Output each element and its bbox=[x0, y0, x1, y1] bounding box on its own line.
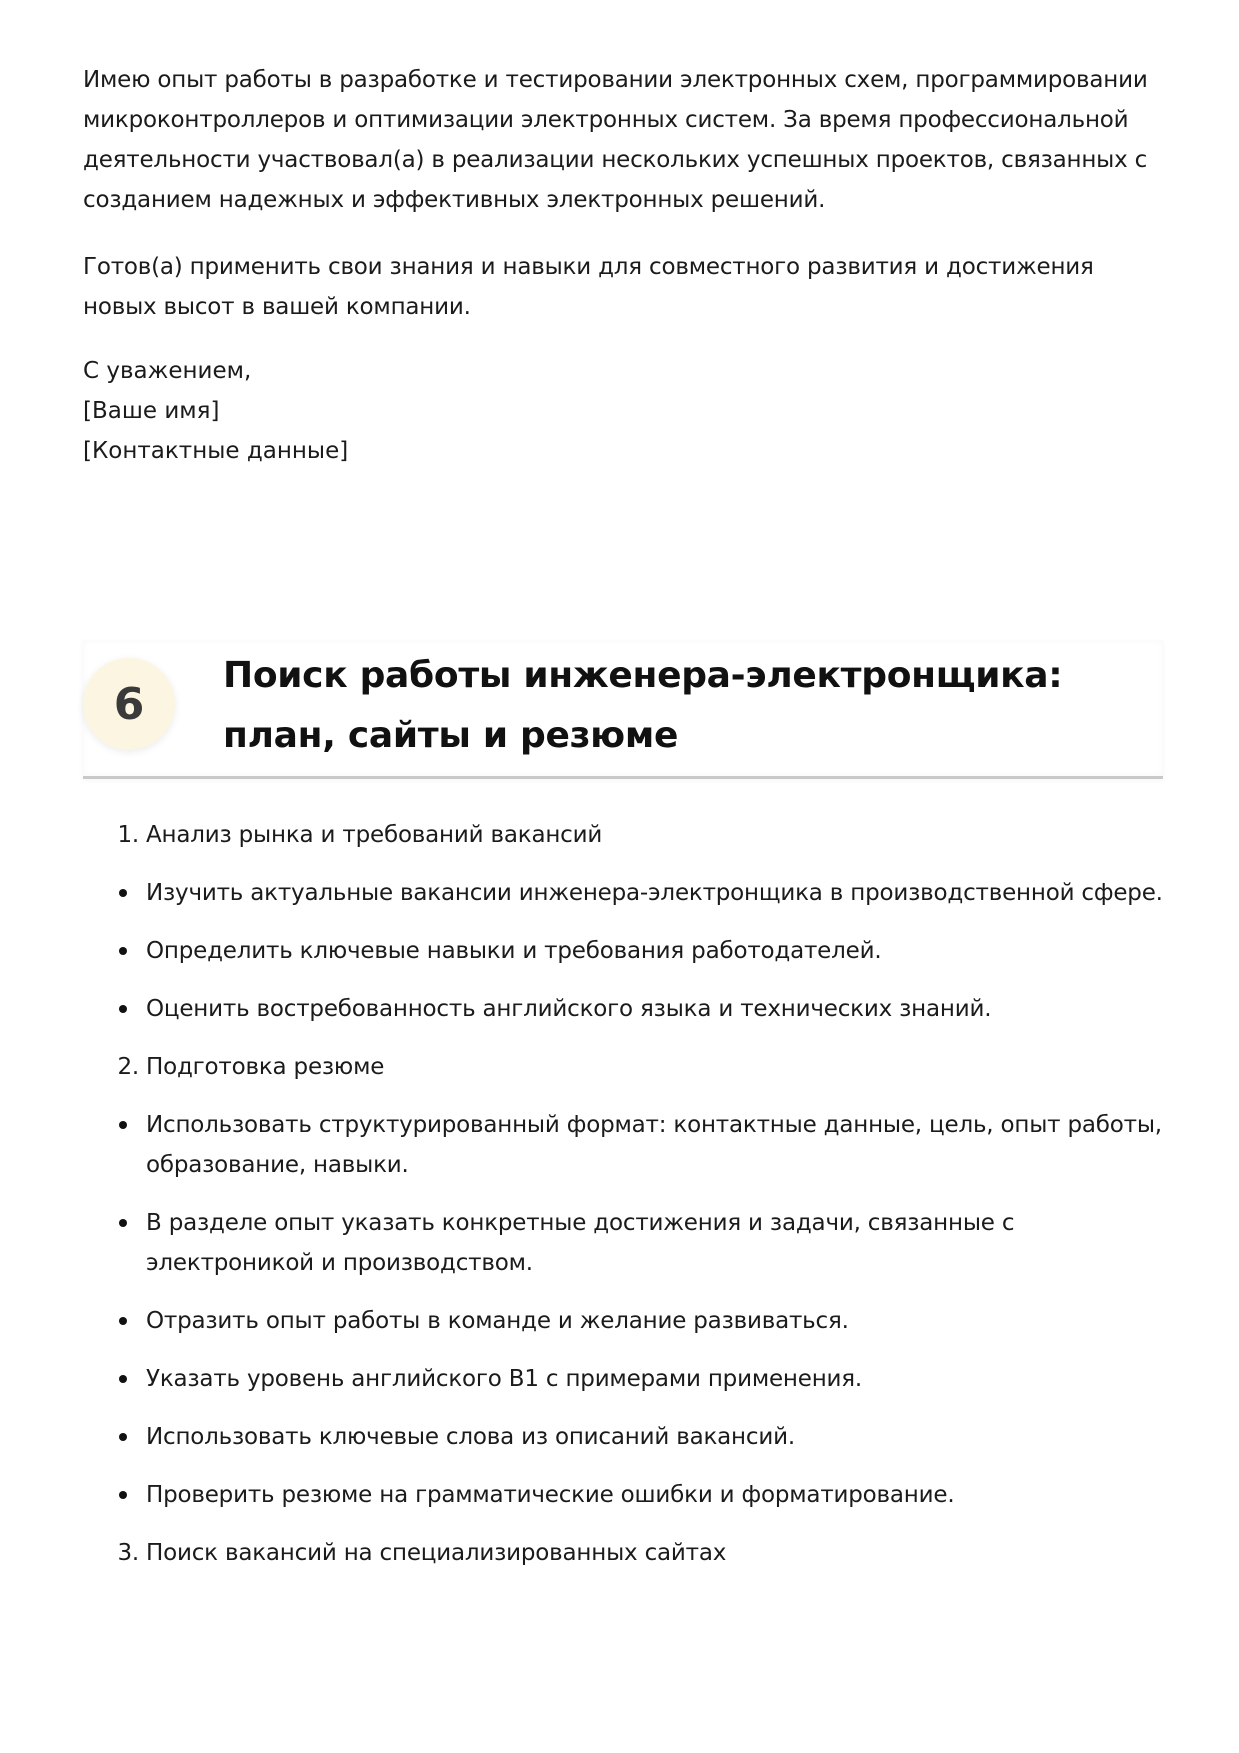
step-number: 2. bbox=[117, 1054, 139, 1080]
bullet-dot-icon bbox=[119, 947, 127, 955]
plan-item-text: Подготовка резюме bbox=[146, 1054, 385, 1080]
plan-bullet-item bbox=[83, 989, 1163, 1029]
plan-item-text: Определить ключевые навыки и требования работодателей. bbox=[146, 938, 882, 964]
bullet-dot-icon bbox=[119, 1219, 127, 1227]
bullet-dot-icon bbox=[119, 1005, 127, 1013]
plan-bullet-item bbox=[83, 1475, 1163, 1515]
plan-item-text: Оценить востребованность английского языка и технических знаний. bbox=[146, 996, 992, 1022]
plan-item-text: Изучить актуальные вакансии инженера-электронщика в производственной сфере. bbox=[146, 880, 1163, 906]
signoff-block bbox=[83, 351, 348, 471]
bullet-dot-icon bbox=[119, 1433, 127, 1441]
plan-bullet-item bbox=[83, 1359, 1163, 1399]
plan-item-text: В разделе опыт указать конкретные достижения и задачи, связанные с электроникой и производством. bbox=[146, 1210, 1015, 1276]
step-number: 1. bbox=[117, 822, 139, 848]
bullet-dot-icon bbox=[119, 1491, 127, 1499]
plan-bullet-item bbox=[83, 931, 1163, 971]
bullet-dot-icon bbox=[119, 1121, 127, 1129]
plan-item-text: Анализ рынка и требований вакансий bbox=[146, 822, 603, 848]
bullet-dot-icon bbox=[119, 889, 127, 897]
plan-bullet-item bbox=[83, 1417, 1163, 1457]
plan-step bbox=[83, 815, 1163, 855]
plan-item-text: Проверить резюме на грамматические ошибки и форматирование. bbox=[146, 1482, 955, 1508]
readiness-paragraph: Готов(а) применить свои знания и навыки для совместного развития и достижения новых высот в вашей компании. bbox=[83, 254, 1094, 320]
plan-item-text: Указать уровень английского B1 с примерами применения. bbox=[146, 1366, 863, 1392]
section-title: Поиск работы инженера-электронщика: план, сайты и резюме bbox=[223, 655, 1063, 756]
closing-line: С уважением, bbox=[83, 358, 252, 384]
step-number: 3. bbox=[117, 1540, 139, 1566]
bullet-dot-icon bbox=[119, 1317, 127, 1325]
bullet-dot-icon bbox=[119, 1375, 127, 1383]
section-number-badge: 6 bbox=[83, 658, 175, 750]
plan-step bbox=[83, 1047, 1163, 1087]
plan-item-text: Отразить опыт работы в команде и желание развиваться. bbox=[146, 1308, 849, 1334]
plan-step bbox=[83, 1533, 1163, 1573]
job-search-plan-list bbox=[83, 815, 1163, 1591]
plan-bullet-item bbox=[83, 1301, 1163, 1341]
plan-item-text: Использовать ключевые слова из описаний вакансий. bbox=[146, 1424, 795, 1450]
name-placeholder: [Ваше имя] bbox=[83, 398, 220, 424]
plan-bullet-item bbox=[83, 873, 1163, 913]
plan-item-text: Использовать структурированный формат: контактные данные, цель, опыт работы, образование, навыки. bbox=[146, 1112, 1162, 1178]
section-header bbox=[83, 640, 1163, 779]
experience-paragraph: Имею опыт работы в разработке и тестировании электронных схем, программировании микроконтроллеров и оптимизации электронных систем. За время профессиональной деятельности участвовал(а) в реализации нескольких успешных проектов, связанных с созданием надежных и эффективных электронных решений. bbox=[83, 67, 1148, 213]
plan-bullet-item bbox=[83, 1105, 1163, 1185]
contacts-placeholder: [Контактные данные] bbox=[83, 438, 349, 464]
plan-bullet-item bbox=[83, 1203, 1163, 1283]
plan-item-text: Поиск вакансий на специализированных сайтах bbox=[146, 1540, 727, 1566]
